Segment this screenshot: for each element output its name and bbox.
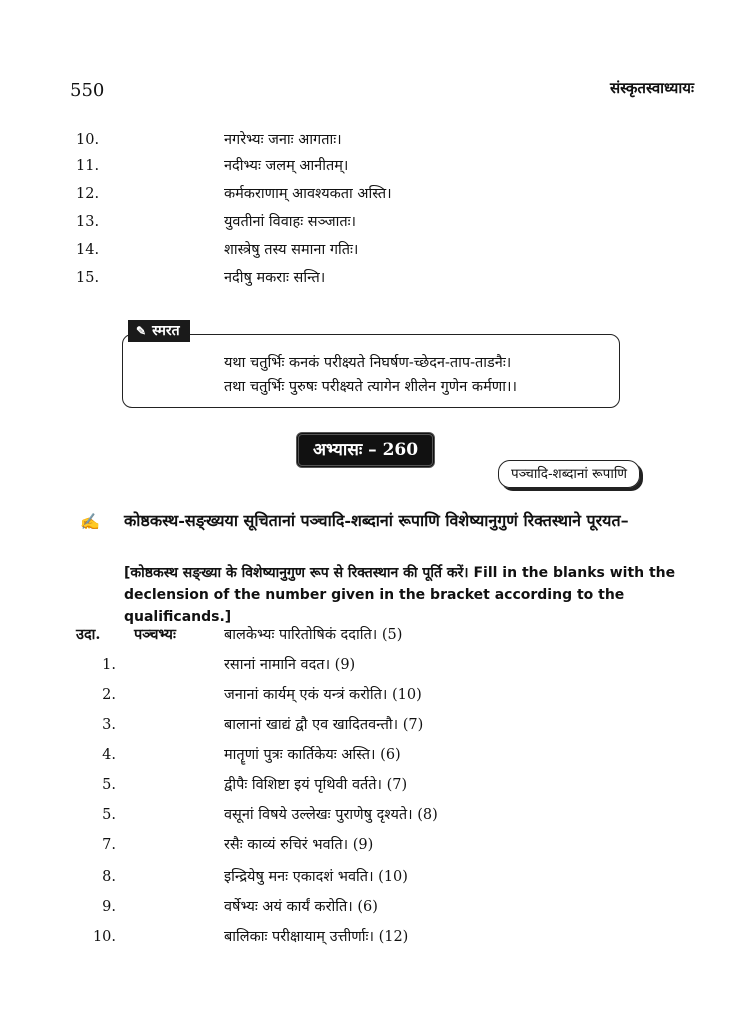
item-number: 2.	[102, 687, 116, 703]
exercise-row	[76, 652, 696, 678]
exercise-row	[76, 772, 696, 798]
item-text: रसानां नामानि वदत। (9)	[224, 657, 356, 673]
item-text: कर्मकराणाम् आवश्यकता अस्ति।	[224, 186, 392, 202]
item-text: नदीभ्यः जलम् आनीतम्।	[224, 158, 349, 174]
exercise-badge: अभ्यासः – 260	[296, 432, 435, 468]
item-number: 5.	[102, 777, 116, 793]
item-number: 11.	[76, 158, 100, 174]
item-text: बालानां खाद्यं द्वौ एव खादितवन्तौ। (7)	[224, 717, 424, 733]
list-item	[76, 128, 696, 152]
page-number: 550	[70, 80, 105, 101]
item-text: नदीषु मकराः सन्ति।	[224, 270, 326, 286]
exercise-row	[76, 924, 696, 950]
item-number: 3.	[102, 717, 116, 733]
item-number: 7.	[102, 837, 116, 853]
smarat-label: स्मरत	[152, 323, 180, 339]
example-row	[76, 622, 696, 648]
exercise-row	[76, 894, 696, 920]
item-text: युवतीनां विवाहः सञ्जातः।	[224, 214, 357, 230]
item-text: शास्त्रेषु तस्य समाना गतिः।	[224, 242, 359, 258]
item-number: 8.	[102, 869, 116, 885]
pen-icon: ✎	[136, 324, 147, 338]
item-text: मातॄणां पुत्रः कार्तिकेयः अस्ति। (6)	[224, 747, 401, 763]
example-answer: पञ्चभ्यः	[134, 626, 176, 643]
item-text: द्वीपैः विशिष्टा इयं पृथिवी वर्तते। (7)	[224, 777, 408, 793]
list-item	[76, 266, 696, 290]
list-item	[76, 238, 696, 262]
exercise-row	[76, 802, 696, 828]
item-text: नगरेभ्यः जनाः आगताः।	[224, 132, 342, 148]
item-number: 13.	[76, 214, 100, 230]
item-number: 4.	[102, 747, 116, 763]
list-item	[76, 210, 696, 234]
item-text: रसैः काव्यं रुचिरं भवति। (9)	[224, 837, 374, 853]
verse-line: यथा चतुर्भिः कनकं परीक्ष्यते निघर्षण-च्छेदन-ताप-ताडनैः।	[224, 355, 512, 371]
item-number: 14.	[76, 242, 100, 258]
item-number: 9.	[102, 899, 116, 915]
instruction-sanskrit: कोष्ठकस्थ-सङ्ख्यया सूचितानां पञ्चादि-शब्दानां रूपाणि विशेष्यानुगुणं रिक्तस्थाने पूरयत–	[124, 511, 629, 530]
list-item	[76, 154, 696, 178]
exercise-row	[76, 712, 696, 738]
item-number: 10.	[76, 132, 100, 148]
list-item	[76, 182, 696, 206]
verse-line: तथा चतुर्भिः पुरुषः परीक्ष्यते त्यागेन शीलेन गुणेन कर्मणा।।	[224, 379, 517, 395]
item-number: 10.	[92, 929, 116, 945]
item-number: 1.	[102, 657, 116, 673]
item-number: 5.	[102, 807, 116, 823]
smarat-tag	[128, 320, 190, 342]
exercise-row	[76, 832, 696, 858]
exercise-row	[76, 742, 696, 768]
item-text: जनानां कार्यम् एकं यन्त्रं करोति। (10)	[224, 687, 422, 703]
item-number: 12.	[76, 186, 100, 202]
running-title: संस्कृतस्वाध्यायः	[609, 79, 694, 97]
exercise-row	[76, 682, 696, 708]
topic-box: पञ्चादि-शब्दानां रूपाणि	[498, 460, 640, 488]
item-text: बालकेभ्यः पारितोषिकं ददाति। (5)	[224, 627, 403, 643]
exercise-row	[76, 864, 696, 890]
item-text: इन्द्रियेषु मनः एकादशं भवति। (10)	[224, 869, 408, 885]
item-number: उदा.	[76, 626, 101, 643]
item-text: वर्षेभ्यः अयं कार्यं करोति। (6)	[224, 899, 378, 915]
pencil-icon: ✍	[80, 512, 100, 531]
item-text: वसूनां विषये उल्लेखः पुराणेषु दृश्यते। (8)	[224, 807, 438, 823]
instruction-english: [कोष्ठकस्थ सङ्ख्या के विशेष्यानुगुण रूप से रिक्तस्थान की पूर्ति करें। Fill in the blanks with the declension of the number given in the bracket according to the qualificands.]	[124, 565, 676, 625]
item-number: 15.	[76, 270, 100, 286]
item-text: बालिकाः परीक्षायाम् उत्तीर्णाः। (12)	[224, 929, 409, 945]
